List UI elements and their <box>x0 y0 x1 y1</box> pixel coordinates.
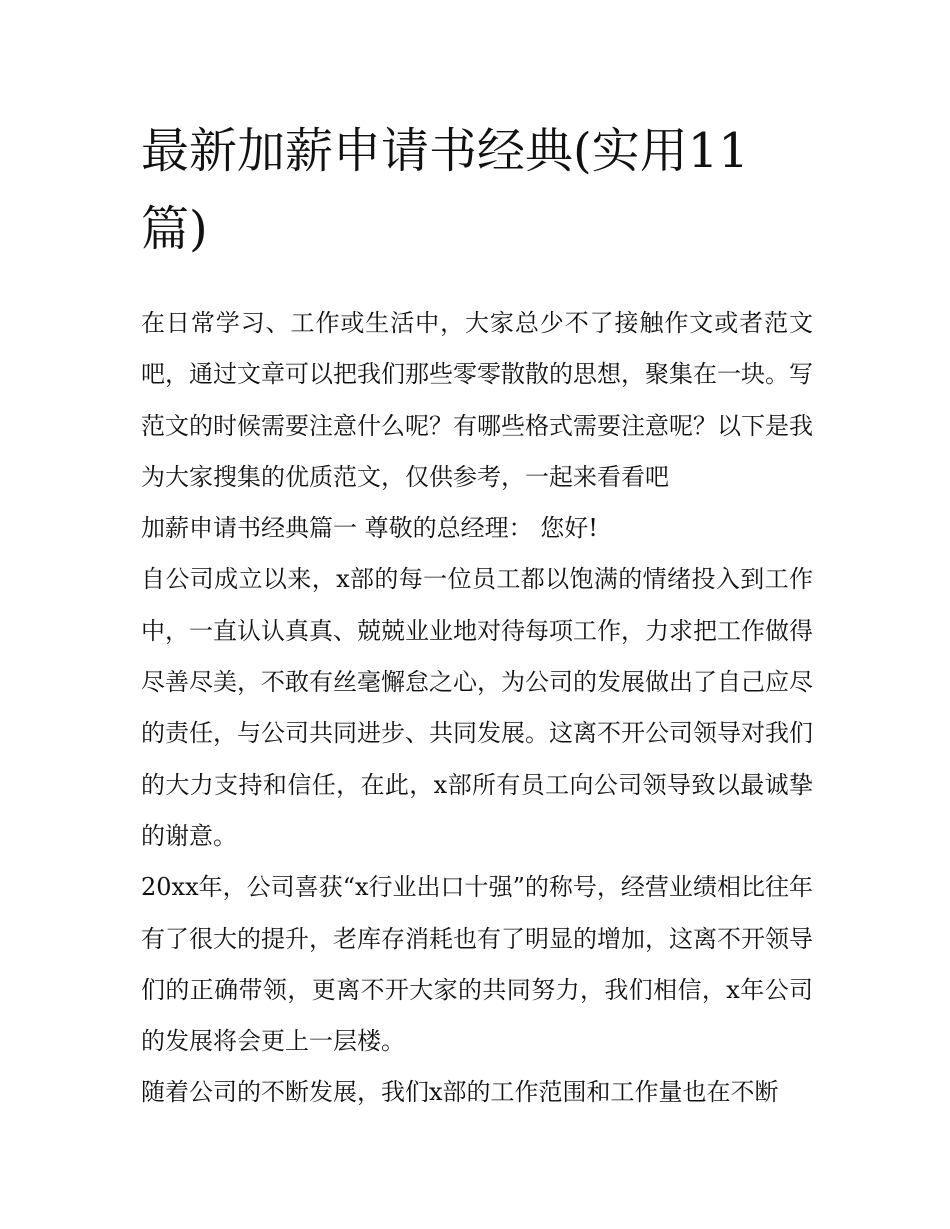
paragraph-intro: 在日常学习、工作或生活中，大家总少不了接触作文或者范文吧，通过文章可以把我们那些零零散散的思想，聚集在一块。写范文的时候需要注意什么呢？有哪些格式需要注意呢？以下是我为大家搜集的优质范文，仅供参考，一起来看看吧 <box>141 309 813 491</box>
paragraph-salutation: 加薪申请书经典篇一 尊敬的总经理： 您好! <box>141 514 598 543</box>
document-title: 最新加薪申请书经典(实用11篇) <box>141 123 749 257</box>
paragraph-body-2: 20xx年，公司喜获“x行业出口十强”的称号，经营业绩相比往年有了很大的提升，老库存消耗也有了明显的增加，这离不开领导们的正确带领，更离不开大家的共同努力，我们相信，x年公司的发展将会更上一层楼。 <box>141 873 813 1056</box>
paragraph-body-3: 随着公司的不断发展，我们x部的工作范围和工作量也在不断 <box>141 1078 779 1107</box>
document-page <box>141 112 813 1119</box>
paragraph-body-1: 自公司成立以来，x部的每一位员工都以饱满的情绪投入到工作中，一直认认真真、兢兢业业地对待每项工作，力求把工作做得尽善尽美，不敢有丝毫懈怠之心，为公司的发展做出了自己应尽的责任，与公司共同进步、共同发展。这离不开公司领导对我们的大力支持和信任，在此，x部所有员工向公司领导致以最诚挚的谢意。 <box>141 565 813 850</box>
